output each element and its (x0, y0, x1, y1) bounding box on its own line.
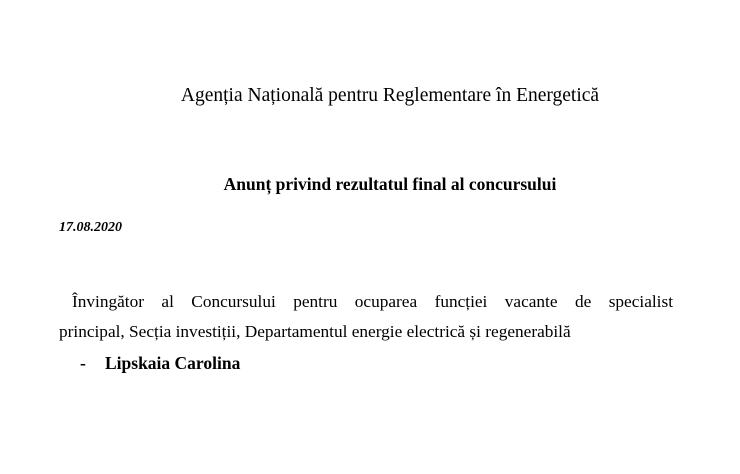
announcement-body (59, 287, 673, 347)
agency-name: Agenția Națională pentru Reglementare în Energetică (180, 85, 600, 106)
list-dash: - (80, 353, 86, 373)
announcement-date: 17.08.2020 (59, 220, 122, 235)
announcement-title: Anunț privind rezultatul final al concursului (223, 174, 557, 194)
winner-list-item (80, 352, 240, 374)
winner-name: Lipskaia Carolina (105, 353, 241, 373)
body-line-1: Învingător al Concursului pentru ocuparea funcției vacante de specialist (72, 292, 673, 311)
body-line-2: principal, Secția investiții, Departamentul energie electrică și regenerabilă (59, 322, 571, 341)
